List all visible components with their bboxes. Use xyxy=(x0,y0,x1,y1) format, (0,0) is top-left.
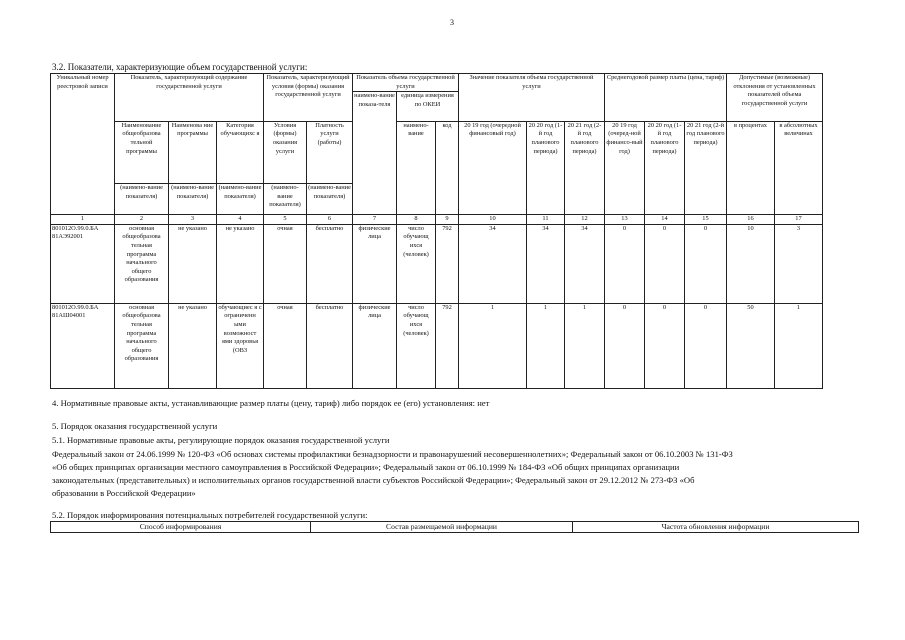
row-category: не указано xyxy=(217,224,264,303)
section-5-title: 5. Порядок оказания государственной услуги xyxy=(52,421,218,431)
header-unit-code: код xyxy=(436,121,459,214)
row-fee-2: 0 xyxy=(645,224,685,303)
header-unit: единица измерения по ОКЕИ xyxy=(397,92,459,122)
subheader-name-1: (наимено-вание показателя) xyxy=(115,184,169,215)
row-deviation-absolute: 1 xyxy=(775,303,823,388)
volume-indicators-table xyxy=(50,73,823,389)
row-unit: число обучающ ихся (человек) xyxy=(397,224,436,303)
header-content-indicator: Показатель, характеризующий содержание государственной услуги xyxy=(115,74,264,122)
header-unique-number: Уникальный номер реестровой записи xyxy=(51,74,115,215)
subheader-program-name: Наименова ние программы xyxy=(169,121,217,183)
column-number: 9 xyxy=(436,215,459,225)
subheader-paid: Платность услуги (работы) xyxy=(307,121,353,183)
column-number: 13 xyxy=(605,215,645,225)
header-deviation: Допустимые (возможные) отклонения от установленных показателей объема государственной услуги xyxy=(727,74,823,122)
column-number: 4 xyxy=(217,215,264,225)
subheader-name-4: (наимено-вание показателя) xyxy=(264,184,307,215)
column-number: 5 xyxy=(264,215,307,225)
column-number: 12 xyxy=(565,215,605,225)
column-number: 2 xyxy=(115,215,169,225)
column-number: 16 xyxy=(727,215,775,225)
row-program-name: не указано xyxy=(169,303,217,388)
row-program-name: не указано xyxy=(169,224,217,303)
row-registry-code: 801012О.99.0.БА 81АЭ92001 xyxy=(51,224,115,303)
law-line-4: образовании в Российской Федерации» xyxy=(52,488,196,498)
row-indicator: физические лица xyxy=(353,224,397,303)
subheader-category: Категория обучающихс я xyxy=(217,121,264,183)
row-indicator: физические лица xyxy=(353,303,397,388)
header-unit-name: наимено-вание xyxy=(397,121,436,214)
header-deviation-absolute: в абсолютных величинах xyxy=(775,121,823,214)
table-row xyxy=(51,303,823,388)
row-okei: 792 xyxy=(436,303,459,388)
header-conditions-indicator: Показатель, характеризующий условия (формы) оказания государственной услуги xyxy=(264,74,353,122)
row-value-2: 34 xyxy=(527,224,565,303)
law-line-1: Федеральный закон от 24.06.1999 № 120-ФЗ «Об основах системы профилактики безнадзорности и правонарушений несовершеннолетних»; Федеральный закон от 06.10.2003 № 131-ФЗ xyxy=(52,449,733,459)
row-okei: 792 xyxy=(436,224,459,303)
column-number: 10 xyxy=(459,215,527,225)
column-number: 1 xyxy=(51,215,115,225)
column-number: 8 xyxy=(397,215,436,225)
column-number: 17 xyxy=(775,215,823,225)
subheader-name-2: (наимено-вание показателя) xyxy=(169,184,217,215)
header-year-3: 20 21 год (2-й год планового периода) xyxy=(565,121,605,214)
law-line-3: законодательных (представительных) и исполнительных органов государственной власти субъектов Российской Федерации»; Федеральный закон от 29.12.2012 № 273-ФЗ «Об xyxy=(52,475,695,485)
row-form: очная xyxy=(264,224,307,303)
section-4-text: 4. Нормативные правовые акты, устанавливающие размер платы (цену, тариф) либо порядок ее (его) установления: нет xyxy=(52,398,490,408)
row-fee-1: 0 xyxy=(605,224,645,303)
header-fee: Среднегодовой размер платы (цена, тариф) xyxy=(605,74,727,122)
column-number: 7 xyxy=(353,215,397,225)
header-year-1: 20 19 год (очередной финансовый год) xyxy=(459,121,527,214)
page-number: 3 xyxy=(450,18,454,27)
row-deviation-percent: 50 xyxy=(727,303,775,388)
row-program: основная общеобразова тельная программа начального общего образования xyxy=(115,224,169,303)
column-number: 15 xyxy=(685,215,727,225)
row-fee-2: 0 xyxy=(645,303,685,388)
row-deviation-percent: 10 xyxy=(727,224,775,303)
subheader-program: Наименование общеобразова тельной программы xyxy=(115,121,169,183)
row-unit: число обучающ ихся (человек) xyxy=(397,303,436,388)
column-number: 14 xyxy=(645,215,685,225)
section-5-1-title: 5.1. Нормативные правовые акты, регулирующие порядок оказания государственной услуги xyxy=(52,435,390,445)
header-fee-year-2: 20 20 год (1-й год планового периода) xyxy=(645,121,685,214)
header-fee-year-3: 20 21 год (2-й год планового периода) xyxy=(685,121,727,214)
row-form: очная xyxy=(264,303,307,388)
row-paid: бесплатно xyxy=(307,224,353,303)
column-number: 6 xyxy=(307,215,353,225)
info-header-content: Состав размещаемой информации xyxy=(311,522,573,533)
subheader-form: Условия (формы) оказания услуги xyxy=(264,121,307,183)
header-indicator-name: наимено-вание показа-теля xyxy=(353,92,397,215)
row-fee-1: 0 xyxy=(605,303,645,388)
law-line-2: «Об общих принципах организации местного самоуправления в Российской Федерации»; Федеральный закон от 06.10.1999 № 184-ФЗ «Об общих принципах организации xyxy=(52,462,680,472)
section-3-2-title: 3.2. Показатели, характеризующие объем государственной услуги: xyxy=(52,62,308,72)
row-fee-3: 0 xyxy=(685,303,727,388)
row-value-2: 1 xyxy=(527,303,565,388)
row-fee-3: 0 xyxy=(685,224,727,303)
header-volume-value: Значение показателя объема государственной услуги xyxy=(459,74,605,122)
row-value-3: 1 xyxy=(565,303,605,388)
subheader-name-3: (наимено-вание показателя) xyxy=(217,184,264,215)
header-fee-year-1: 20 19 год (очеред-ной финансо-вый год) xyxy=(605,121,645,214)
info-header-frequency: Частота обновления информации xyxy=(573,522,859,533)
column-numbers-row xyxy=(51,215,823,225)
row-value-1: 34 xyxy=(459,224,527,303)
header-volume-indicator: Показатель объема государственной услуги xyxy=(353,74,459,92)
row-category: обучающиес я с ограниченн ыми возможност ями здоровья (ОВЗ xyxy=(217,303,264,388)
row-value-1: 1 xyxy=(459,303,527,388)
subheader-name-5: (наимено-вание показателя) xyxy=(307,184,353,215)
row-paid: бесплатно xyxy=(307,303,353,388)
header-year-2: 20 20 год (1-й год планового периода) xyxy=(527,121,565,214)
table-row xyxy=(51,224,823,303)
information-table xyxy=(50,521,859,533)
row-registry-code: 801012О.99.0.БА 81АШ04001 xyxy=(51,303,115,388)
info-header-method: Способ информирования xyxy=(51,522,311,533)
row-program: основная общеобразова тельная программа начального общего образования xyxy=(115,303,169,388)
header-deviation-percent: в процентах xyxy=(727,121,775,214)
section-5-2-title: 5.2. Порядок информирования потенциальных потребителей государственной услуги: xyxy=(52,510,368,520)
row-deviation-absolute: 3 xyxy=(775,224,823,303)
column-number: 3 xyxy=(169,215,217,225)
row-value-3: 34 xyxy=(565,224,605,303)
column-number: 11 xyxy=(527,215,565,225)
